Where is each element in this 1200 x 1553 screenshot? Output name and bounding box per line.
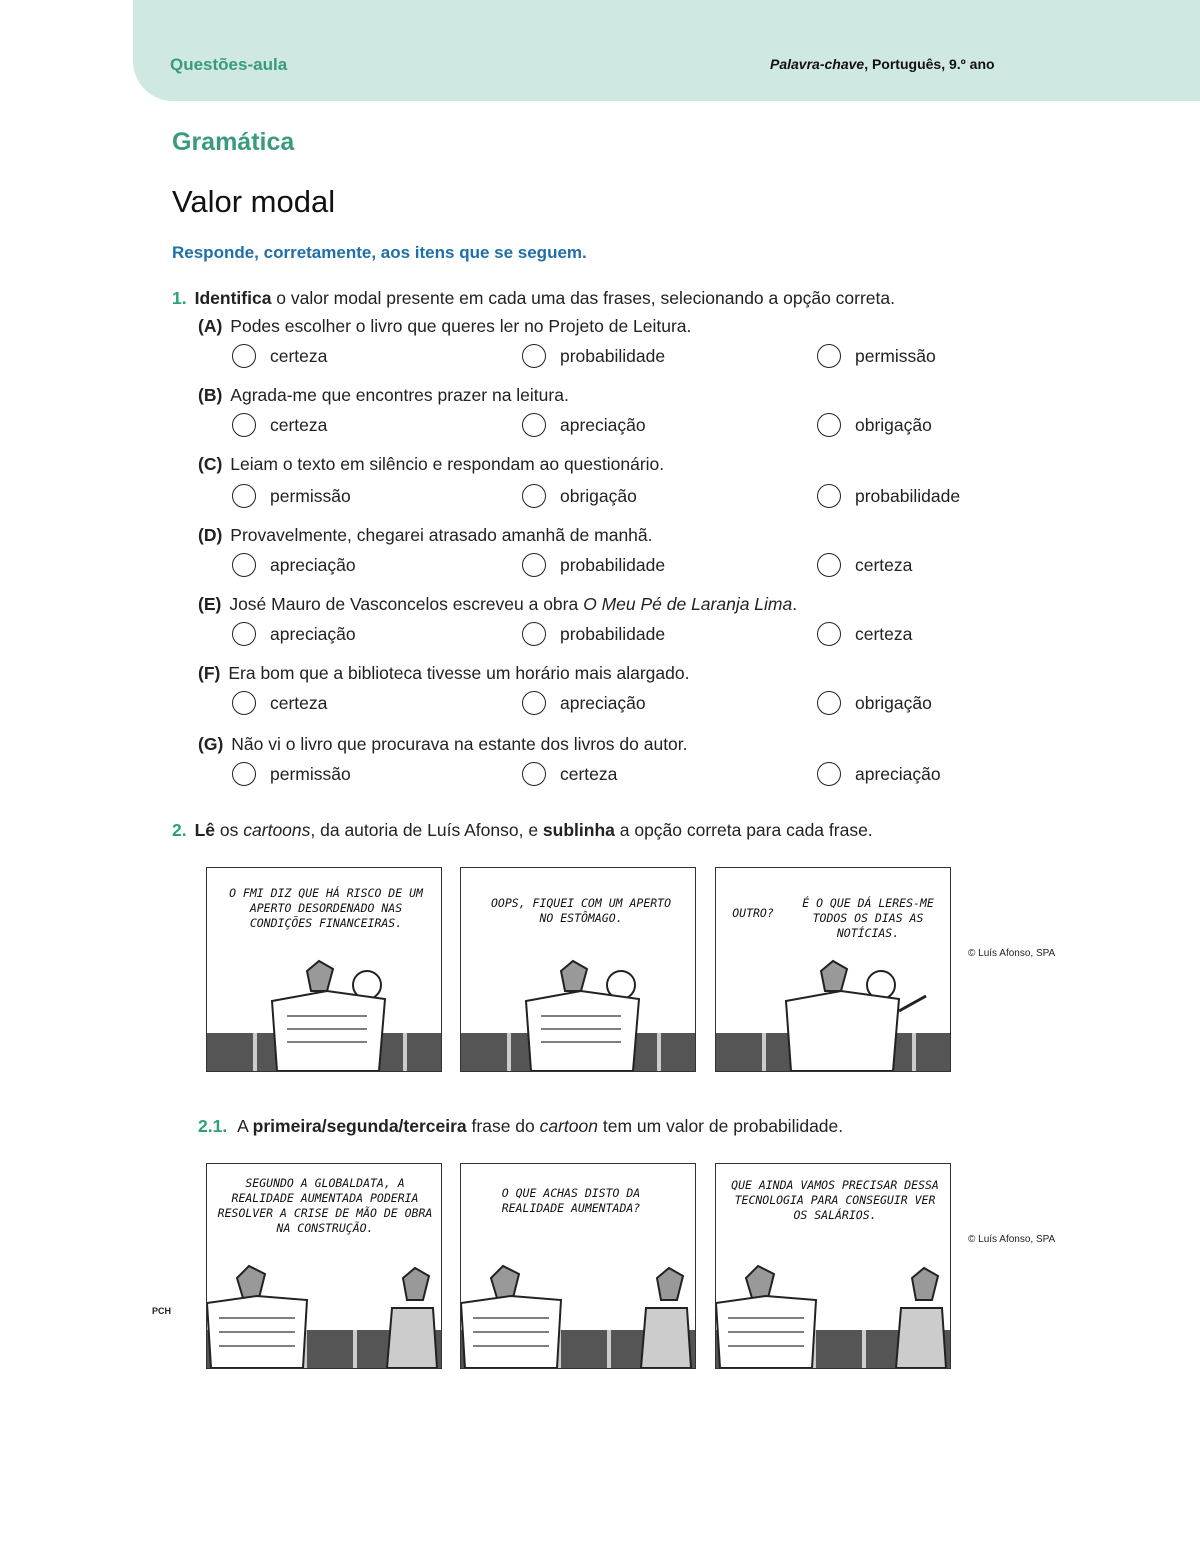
question-verb: sublinha	[542, 820, 615, 840]
question-verb: Identifica	[194, 288, 272, 308]
footer-mark: PCH	[152, 1306, 172, 1316]
option-d-2[interactable]	[522, 553, 665, 577]
speech-text: É O QUE DÁ LERES-ME TODOS OS DIAS AS NOTÍCIAS.	[802, 896, 934, 940]
item-label: (C)	[198, 454, 223, 474]
question-text: os	[215, 820, 244, 840]
cartoon1-credit: © Luís Afonso, SPA	[968, 948, 1056, 959]
radio-circle-icon[interactable]	[817, 622, 841, 646]
speech-text: O QUE ACHAS DISTO DA REALIDADE AUMENTADA?	[501, 1186, 641, 1215]
option-label: permissão	[270, 763, 351, 784]
option-label: certeza	[855, 554, 913, 575]
question-text: o valor modal presente em cada uma das frases, selecionando a opção correta.	[271, 288, 895, 308]
radio-circle-icon[interactable]	[522, 762, 546, 786]
item-c	[198, 454, 664, 475]
question-italic: cartoons	[243, 820, 311, 840]
option-b-1[interactable]	[232, 413, 327, 437]
question-text: frase do	[466, 1116, 540, 1136]
cartoon2-credit: © Luís Afonso, SPA	[968, 1234, 1056, 1245]
radio-circle-icon[interactable]	[522, 413, 546, 437]
item-label: (D)	[198, 525, 223, 545]
cartoon1-panel-2	[460, 867, 696, 1072]
section-heading: Gramática	[172, 128, 295, 156]
readers-illustration	[461, 1248, 693, 1368]
option-label: certeza	[270, 345, 328, 366]
option-e-2[interactable]	[522, 622, 665, 646]
option-label: apreciação	[270, 623, 356, 644]
instruction: Responde, corretamente, aos itens que se seguem.	[172, 243, 587, 262]
radio-circle-icon[interactable]	[817, 762, 841, 786]
option-a-1[interactable]	[232, 344, 327, 368]
radio-circle-icon[interactable]	[817, 691, 841, 715]
question-2-1	[198, 1116, 843, 1137]
speech-text: QUE AINDA VAMOS PRECISAR DESSA TECNOLOGIA PARA CONSEGUIR VER OS SALÁRIOS.	[731, 1178, 939, 1222]
item-b	[198, 385, 569, 406]
option-g-1[interactable]	[232, 762, 351, 786]
item-text: Agrada-me que encontres prazer na leitura.	[230, 385, 569, 405]
question-text: tem um valor de probabilidade.	[598, 1116, 844, 1136]
item-text-pre: José Mauro de Vasconcelos escreveu a obra	[229, 594, 584, 614]
item-text: Podes escolher o livro que queres ler no Projeto de Leitura.	[230, 316, 692, 336]
radio-circle-icon[interactable]	[232, 762, 256, 786]
option-label: permissão	[855, 345, 936, 366]
radio-circle-icon[interactable]	[817, 413, 841, 437]
radio-circle-icon[interactable]	[232, 622, 256, 646]
option-a-3[interactable]	[817, 344, 936, 368]
question-number: 2.1.	[198, 1116, 228, 1136]
page-title: Valor modal	[172, 184, 336, 219]
cartoon2-panel-3	[715, 1163, 951, 1369]
radio-circle-icon[interactable]	[232, 553, 256, 577]
option-e-1[interactable]	[232, 622, 356, 646]
question-options-bold: primeira/segunda/terceira	[252, 1116, 467, 1136]
item-text: Era bom que a biblioteca tivesse um horário mais alargado.	[228, 663, 690, 683]
question-text: A	[233, 1116, 253, 1136]
option-label: probabilidade	[560, 554, 666, 575]
item-label: (G)	[198, 734, 224, 754]
option-label: obrigação	[855, 692, 932, 713]
book-subject: , Português, 9.º ano	[864, 56, 995, 72]
radio-circle-icon[interactable]	[522, 484, 546, 508]
radio-circle-icon[interactable]	[522, 622, 546, 646]
item-a	[198, 316, 691, 337]
readers-illustration	[781, 951, 931, 1071]
readers-illustration	[267, 951, 397, 1071]
book-title-italic: O Meu Pé de Laranja Lima	[583, 594, 793, 614]
option-label: certeza	[270, 692, 328, 713]
radio-circle-icon[interactable]	[522, 553, 546, 577]
question-text: , da autoria de Luís Afonso, e	[310, 820, 543, 840]
option-label: certeza	[270, 414, 328, 435]
speech-text: OOPS, FIQUEI COM UM APERTO NO ESTÔMAGO.	[491, 896, 672, 925]
header-book-info	[770, 56, 995, 72]
option-label: apreciação	[270, 554, 356, 575]
question-number: 2.	[172, 820, 187, 840]
item-f	[198, 663, 689, 684]
option-label: certeza	[855, 623, 913, 644]
option-label: obrigação	[855, 414, 932, 435]
item-g	[198, 734, 688, 755]
radio-circle-icon[interactable]	[817, 484, 841, 508]
question-1	[172, 288, 895, 309]
option-label: probabilidade	[560, 345, 666, 366]
option-a-2[interactable]	[522, 344, 665, 368]
option-f-2[interactable]	[522, 691, 646, 715]
speech-text: OUTRO?	[732, 906, 774, 920]
radio-circle-icon[interactable]	[817, 344, 841, 368]
option-b-2[interactable]	[522, 413, 646, 437]
item-label: (A)	[198, 316, 223, 336]
readers-illustration	[207, 1248, 439, 1368]
question-verb: Lê	[194, 820, 216, 840]
radio-circle-icon[interactable]	[232, 344, 256, 368]
question-number: 1.	[172, 288, 187, 308]
question-2	[172, 820, 873, 841]
header-section-label: Questões-aula	[170, 55, 288, 74]
cartoon1-panel-1	[206, 867, 442, 1072]
option-g-2[interactable]	[522, 762, 617, 786]
radio-circle-icon[interactable]	[232, 484, 256, 508]
option-c-3[interactable]	[817, 484, 960, 508]
cartoon2-panel-1	[206, 1163, 442, 1369]
option-label: obrigação	[560, 485, 637, 506]
option-label: certeza	[560, 763, 618, 784]
question-italic: cartoon	[539, 1116, 598, 1136]
option-b-3[interactable]	[817, 413, 932, 437]
radio-circle-icon[interactable]	[232, 691, 256, 715]
item-label: (E)	[198, 594, 222, 614]
item-text: Leiam o texto em silêncio e respondam ao questionário.	[230, 454, 665, 474]
readers-illustration	[521, 951, 651, 1071]
radio-circle-icon[interactable]	[232, 413, 256, 437]
question-text: a opção correta para cada frase.	[614, 820, 873, 840]
option-label: apreciação	[560, 692, 646, 713]
item-text: Não vi o livro que procurava na estante dos livros do autor.	[231, 734, 688, 754]
option-d-3[interactable]	[817, 553, 912, 577]
item-text-post: .	[792, 594, 798, 614]
option-label: probabilidade	[560, 623, 666, 644]
book-title: Palavra-chave	[770, 56, 865, 72]
option-g-3[interactable]	[817, 762, 941, 786]
option-f-3[interactable]	[817, 691, 932, 715]
option-label: apreciação	[560, 414, 646, 435]
radio-circle-icon[interactable]	[817, 553, 841, 577]
option-label: permissão	[270, 485, 351, 506]
radio-circle-icon[interactable]	[522, 691, 546, 715]
option-c-1[interactable]	[232, 484, 351, 508]
item-text: Provavelmente, chegarei atrasado amanhã de manhã.	[230, 525, 653, 545]
header-band	[133, 0, 1200, 101]
speech-text: SEGUNDO A GLOBALDATA, A REALIDADE AUMENTADA PODERIA RESOLVER A CRISE DE MÃO DE OBRA NA CONSTRUÇÃO.	[217, 1176, 433, 1235]
option-c-2[interactable]	[522, 484, 637, 508]
option-e-3[interactable]	[817, 622, 912, 646]
option-f-1[interactable]	[232, 691, 327, 715]
speech-text: O FMI DIZ QUE HÁ RISCO DE UM APERTO DESORDENADO NAS CONDIÇÕES FINANCEIRAS.	[229, 886, 423, 930]
item-label: (F)	[198, 663, 221, 683]
item-e	[198, 594, 797, 615]
option-label: apreciação	[855, 763, 941, 784]
radio-circle-icon[interactable]	[522, 344, 546, 368]
cartoon2-panel-2	[460, 1163, 696, 1369]
option-label: probabilidade	[855, 485, 961, 506]
item-label: (B)	[198, 385, 223, 405]
option-d-1[interactable]	[232, 553, 356, 577]
item-d	[198, 525, 653, 546]
readers-illustration	[716, 1248, 948, 1368]
cartoon1-panel-3	[715, 867, 951, 1072]
